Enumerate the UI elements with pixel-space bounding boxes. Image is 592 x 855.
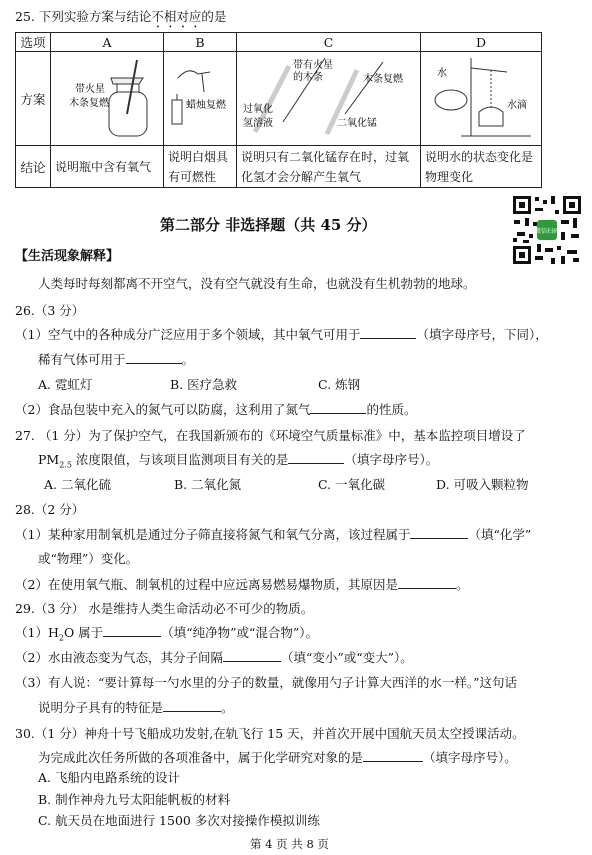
q29-blank-3[interactable] — [163, 711, 221, 712]
q27-option-d: D. 可吸入颗粒物 — [436, 477, 529, 492]
q25-table — [15, 32, 542, 188]
q27-blank[interactable] — [288, 463, 344, 464]
plan-c-text-5: 氢溶液 — [243, 118, 273, 129]
plan-c-text-3: 木条复燃 — [363, 74, 403, 85]
plan-c-cell — [237, 52, 421, 146]
q26-option-a: A. 霓虹灯 — [38, 377, 93, 392]
plan-d-text-2: 水滴 — [507, 100, 527, 111]
q28-p1-line1 — [15, 527, 531, 543]
qr-code — [511, 194, 583, 266]
q26-p1-line1 — [15, 327, 548, 343]
header-d: D — [421, 33, 542, 52]
header-b: B — [164, 33, 237, 52]
header-a: A — [51, 33, 164, 52]
q29-p3-text-c: 。 — [221, 700, 234, 715]
q28-p2-text-a: （2）在使用氧气瓶、制氧机的过程中应远离易燃易爆物质，其原因是 — [15, 577, 398, 592]
q29-p1-text-c: （填“纯净物”或“混合物”）。 — [161, 625, 318, 640]
q29-p2-text-b: （填“变小”或“变大”）。 — [280, 650, 413, 665]
q30-text-a: 为完成此次任务所做的各项准备中，属于化学研究对象的是 — [38, 750, 364, 765]
q29-blank-2[interactable] — [223, 661, 281, 662]
q28-p2 — [15, 577, 468, 593]
q26-p2 — [15, 402, 416, 418]
q30-line1: 30.（1 分）神舟十号飞船成功发射,在轨飞行 15 天，并首次开展中国航天员太空授课活动。 — [15, 726, 525, 741]
plan-b-text: 蜡烛复燃 — [186, 100, 226, 111]
conclusion-c: 说明只有二氧化锰存在时，过氧化氢才会分解产生氧气 — [237, 146, 421, 188]
q28-p1-text-a: （1）某种家用制氧机是通过分子筛直接将氮气和氧气分离，该过程属于 — [15, 527, 411, 542]
plan-a-text-1: 带火星 — [75, 84, 105, 95]
q29-p1-text-b: O 属于 — [63, 625, 104, 640]
plan-c-text-2: 的木条 — [293, 72, 323, 83]
q30-line2 — [38, 750, 517, 766]
q29-p1-text-a: （1）H — [15, 625, 59, 640]
q29-p3-line1: （3）有人说：“要计算每一勺水里的分子的数量，就像用勺子计算大西洋的水一样。”这句话 — [15, 675, 517, 690]
water-heating-diagram — [421, 52, 541, 142]
q25-stem-emphasis: 不相对应 — [151, 9, 202, 24]
q27-pm-text: PM — [38, 452, 60, 467]
q26-p1-text-a: （1）空气中的各种成分广泛应用于多个领域，其中氧气可用于 — [15, 327, 361, 342]
q27-text-b: 浓度限值，与该项目监测项目有关的是 — [71, 452, 289, 467]
q26-p1-line2 — [38, 352, 194, 368]
q28-p1-text-b: （填“化学” — [468, 527, 532, 542]
q28-p1-line2: 或“物理”）变化。 — [38, 551, 139, 566]
test-tubes-diagram — [237, 52, 420, 142]
qr-pattern — [511, 194, 583, 266]
section-tag: 【生活现象解释】 — [15, 249, 120, 264]
plan-a-cell — [51, 52, 164, 146]
q26-p2-text-b: 的性质。 — [366, 402, 417, 417]
q26-p1-text-b: （填字母序号，下同）， — [416, 327, 548, 342]
q30-option-a: A. 飞船内电路系统的设计 — [38, 770, 180, 785]
page-footer: 第 4 页 共 8 页 — [250, 837, 329, 851]
plan-d-text-1: 水 — [437, 68, 447, 79]
candle-diagram — [164, 52, 236, 142]
header-option: 选项 — [16, 33, 51, 52]
q30-option-c: C. 航天员在地面进行 1500 多次对接操作模拟训练 — [38, 813, 320, 828]
q26-option-b: B. 医疗急救 — [170, 377, 238, 392]
q29-p1 — [15, 625, 318, 647]
conclusion-b: 说明白烟具有可燃性 — [164, 146, 237, 188]
q26-p1-text-d: 。 — [181, 352, 195, 367]
plan-c-text-4: 过氧化 — [243, 104, 273, 115]
q27-option-a: A. 二氧化硫 — [44, 477, 111, 492]
q25-plan-row — [16, 52, 542, 146]
intro-text: 人类每时每刻都离不开空气，没有空气就没有生命，也就没有生机勃勃的地球。 — [38, 276, 476, 291]
q29-blank-1[interactable] — [103, 636, 161, 637]
q26-option-c: C. 炼钢 — [318, 377, 361, 392]
q26-p2-text-a: （2）食品包装中充入的氮气可以防腐，这利用了氮气 — [15, 402, 311, 417]
q30-text-b: （填字母序号）。 — [423, 750, 517, 765]
jar-splint-diagram — [51, 52, 163, 142]
q26-blank-3[interactable] — [310, 413, 366, 414]
q26-p1-text-c: 稀有气体可用于 — [38, 352, 126, 367]
q26-blank-1[interactable] — [360, 338, 416, 339]
q27-line1: 27. （1 分）为了保护空气，在我国新颁布的《环境空气质量标准》中，基本监控项目增设了 — [15, 428, 526, 443]
plan-label: 方案 — [16, 52, 51, 146]
conclusion-a: 说明瓶中含有氧气 — [51, 146, 164, 188]
q25-stem-post: 的是 — [201, 9, 227, 24]
header-c: C — [237, 33, 421, 52]
plan-d-cell — [421, 52, 542, 146]
q29-head — [15, 601, 313, 617]
q27-option-b: B. 二氧化氮 — [174, 477, 242, 492]
q28-blank-2[interactable] — [398, 588, 456, 589]
plan-a-text-2: 木条复燃 — [69, 98, 109, 109]
plan-c-text-1: 带有火星 — [293, 60, 333, 71]
q29-h2o-subscript: 2 — [58, 633, 64, 643]
qr-center-icon-label: 微信扫码 — [534, 228, 560, 235]
q28-blank-1[interactable] — [410, 538, 468, 539]
q29-p2-text-a: （2）水由液态变为气态，其分子间隔 — [15, 650, 223, 665]
plan-c-text-6: 二氧化锰 — [337, 118, 377, 129]
q28-p2-text-b: 。 — [455, 577, 469, 592]
q29-head-a: 29.（3 分） — [15, 601, 85, 616]
conclusion-d: 说明水的状态变化是物理变化 — [421, 146, 542, 188]
q29-p2 — [15, 650, 413, 666]
q27-line2 — [38, 452, 438, 474]
q29-head-b: 水是维持人类生命活动必不可少的物质。 — [88, 601, 314, 616]
q25-header-row — [16, 33, 542, 52]
q27-option-c: C. 一氧化碳 — [318, 477, 386, 492]
q26-head: 26.（3 分） — [15, 303, 85, 318]
q25-conclusion-row — [16, 146, 542, 188]
q28-head: 28.（2 分） — [15, 502, 85, 517]
q27-pm-subscript: 2.5 — [59, 460, 72, 470]
q26-blank-2[interactable] — [126, 363, 182, 364]
part2-title: 第二部分 非选择题（共 45 分） — [160, 216, 377, 234]
q30-option-b: B. 制作神舟九号太阳能帆板的材料 — [38, 792, 231, 807]
conclusion-label: 结论 — [16, 146, 51, 188]
q29-p3-text-b: 说明分子具有的特征是 — [38, 700, 164, 715]
q27-text-c: （填字母序号）。 — [344, 452, 439, 467]
q25-stem — [15, 9, 226, 31]
q30-blank[interactable] — [363, 761, 423, 762]
plan-b-cell — [164, 52, 237, 146]
q25-stem-pre: 25. 下列实验方案与结论 — [15, 9, 152, 24]
q29-p3-line2 — [38, 700, 234, 716]
